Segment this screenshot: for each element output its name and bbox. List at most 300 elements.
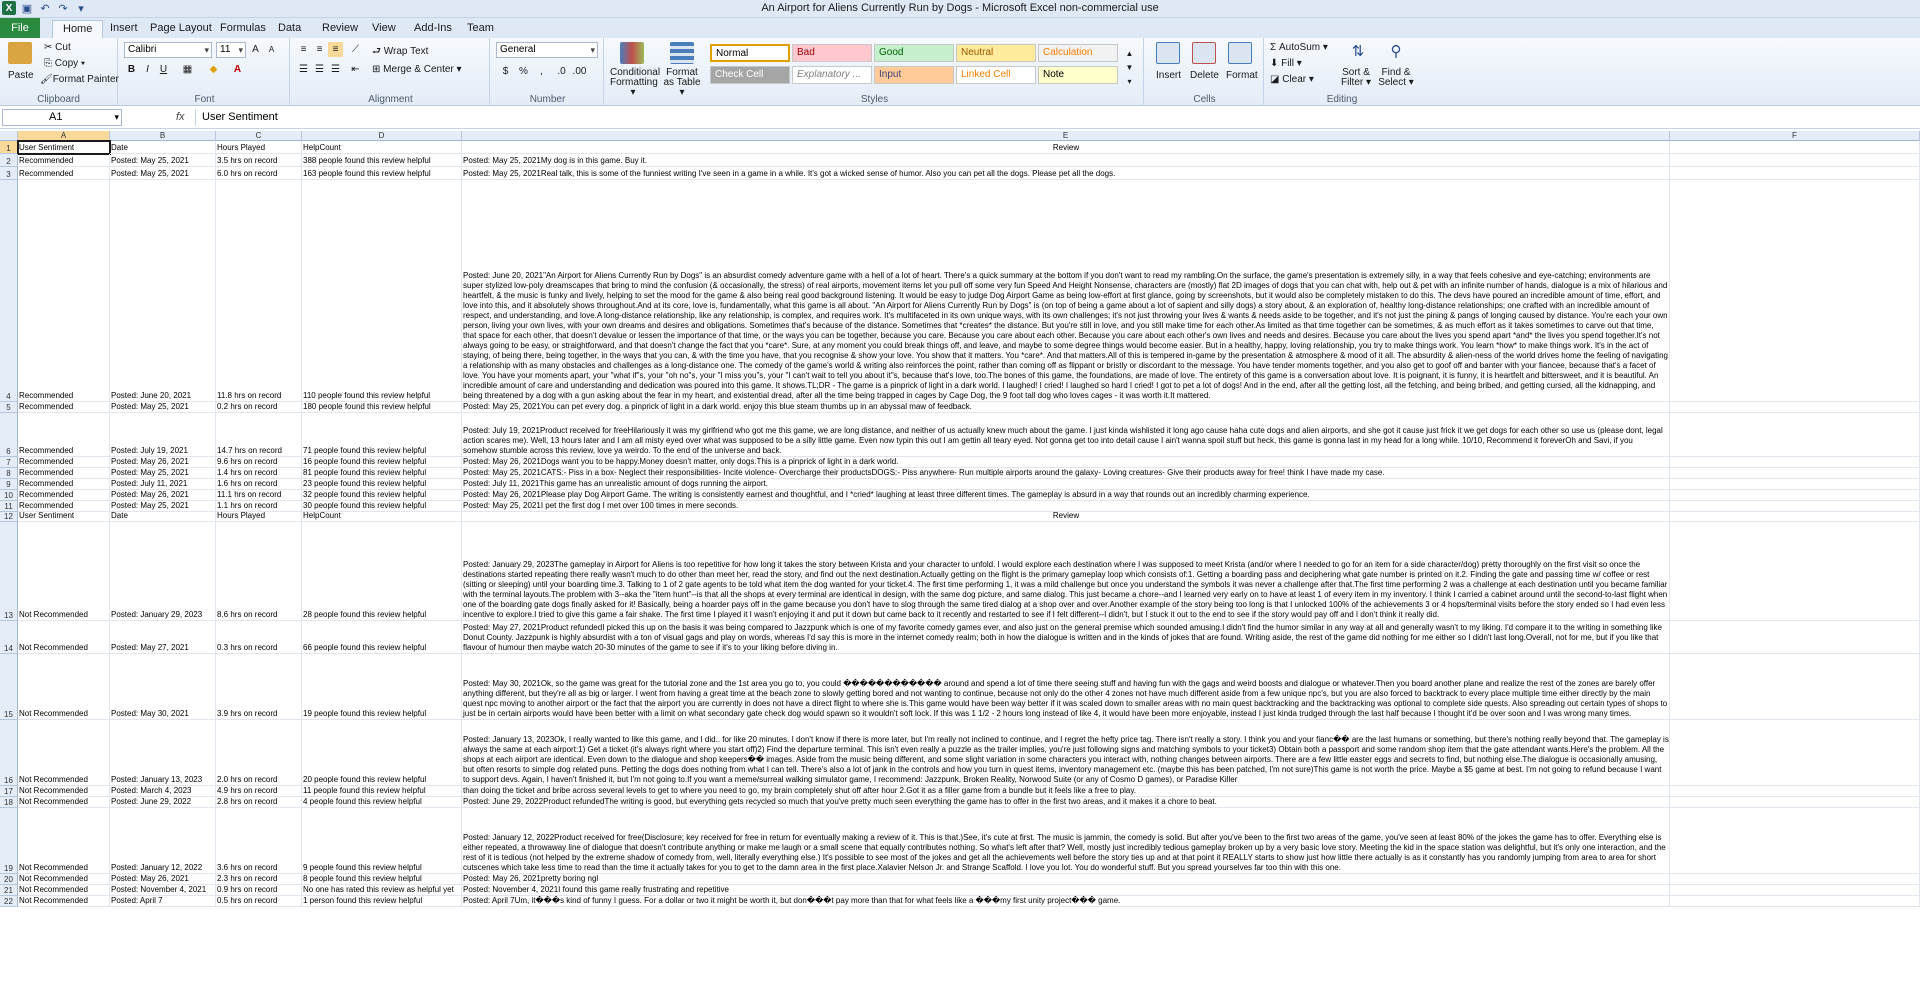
row-header[interactable]: 2: [0, 154, 18, 167]
style-input[interactable]: [874, 66, 954, 84]
styles-scroll-down-icon[interactable]: ▼: [1125, 63, 1134, 72]
cell-hours-played-text: 2.8 hrs on record: [217, 797, 278, 806]
cell-helpcount[interactable]: [302, 512, 462, 522]
cell-helpcount[interactable]: [302, 490, 462, 501]
cell-helpcount[interactable]: [302, 413, 462, 457]
cell-review[interactable]: [462, 457, 1670, 468]
cell-user-sentiment[interactable]: [18, 479, 110, 490]
cell-helpcount[interactable]: [302, 654, 462, 720]
title-bar: [0, 0, 1920, 18]
cell-date[interactable]: [110, 874, 216, 885]
cell-hours-played[interactable]: [216, 141, 302, 154]
cell-hours-played[interactable]: [216, 896, 302, 907]
increase-decimal-icon[interactable]: .0: [557, 66, 566, 77]
cell-user-sentiment[interactable]: [18, 621, 110, 654]
cell-hours-played-text: 8.6 hrs on record: [217, 610, 278, 619]
cell-review[interactable]: [462, 154, 1670, 167]
row-header[interactable]: 17: [0, 786, 18, 797]
cell-date[interactable]: [110, 654, 216, 720]
cell-user-sentiment[interactable]: [18, 808, 110, 874]
row-header[interactable]: 13: [0, 522, 18, 621]
cell-review[interactable]: [462, 468, 1670, 479]
cell-date[interactable]: [110, 479, 216, 490]
name-box[interactable]: A1 ▾: [2, 109, 122, 126]
clear-button[interactable]: [1270, 74, 1314, 85]
style-check-cell[interactable]: [710, 66, 790, 84]
font-size-select[interactable]: 11 ▾: [216, 42, 246, 58]
cell-helpcount[interactable]: [302, 874, 462, 885]
cell-helpcount[interactable]: [302, 501, 462, 512]
cell-user-sentiment[interactable]: [18, 512, 110, 522]
cell-date-text: Posted: May 27, 2021: [111, 643, 189, 652]
cell-hours-played[interactable]: [216, 154, 302, 167]
styles-group: [606, 38, 1144, 106]
cell-hours-played[interactable]: [216, 490, 302, 501]
cell-user-sentiment[interactable]: [18, 180, 110, 402]
tab-team[interactable]: Team: [467, 22, 494, 34]
style-normal-label: Normal: [716, 48, 749, 59]
cell-date[interactable]: [110, 141, 216, 154]
cell-review[interactable]: [462, 479, 1670, 490]
row-header[interactable]: 8: [0, 468, 18, 479]
format-cells-button[interactable]: Format: [1226, 70, 1258, 81]
cell-date-text: Posted: May 25, 2021: [111, 156, 189, 165]
cell-empty-f[interactable]: [1670, 501, 1920, 512]
row-header[interactable]: 7: [0, 457, 18, 468]
cell-hours-played[interactable]: [216, 874, 302, 885]
cell-hours-played-text: Hours Played: [217, 512, 266, 520]
format-as-table-button[interactable]: Format as Table ▾: [663, 67, 701, 98]
cell-hours-played-text: 0.9 hrs on record: [217, 885, 278, 894]
cell-user-sentiment[interactable]: [18, 874, 110, 885]
fill-button[interactable]: [1270, 58, 1302, 69]
row-header[interactable]: 5: [0, 402, 18, 413]
merge-label: Merge & Center ▾: [383, 64, 462, 75]
cell-empty-f[interactable]: [1670, 413, 1920, 457]
tab-review[interactable]: Review: [322, 22, 359, 34]
cell-user-sentiment[interactable]: [18, 797, 110, 808]
cell-helpcount[interactable]: [302, 141, 462, 154]
styles-scroll-up-icon[interactable]: ▲: [1125, 49, 1134, 58]
cell-hours-played[interactable]: [216, 512, 302, 522]
cell-empty-f[interactable]: [1670, 490, 1920, 501]
cell-review[interactable]: [462, 167, 1670, 180]
cell-hours-played[interactable]: [216, 654, 302, 720]
cell-date-text: Date: [111, 512, 128, 520]
cell-date[interactable]: [110, 468, 216, 479]
cell-empty-f[interactable]: [1670, 720, 1920, 786]
cell-date-text: Posted: May 25, 2021: [111, 169, 189, 178]
font-group: [120, 38, 290, 106]
row-header[interactable]: 3: [0, 167, 18, 180]
cell-user-sentiment-text: Not Recommended: [19, 643, 88, 652]
column-header-d[interactable]: D: [302, 131, 462, 141]
customize-qat-icon[interactable]: ▾: [78, 2, 84, 15]
style-linked-cell[interactable]: [956, 66, 1036, 84]
row-header[interactable]: 22: [0, 896, 18, 907]
copy-button[interactable]: [44, 58, 85, 69]
cell-review[interactable]: [462, 786, 1670, 797]
cell-user-sentiment-text: Not Recommended: [19, 896, 88, 905]
borders-icon[interactable]: ▦: [182, 64, 193, 75]
ribbon-tabs: [0, 18, 1920, 38]
cell-review[interactable]: [462, 522, 1670, 621]
tab-page-layout[interactable]: Page Layout: [150, 22, 212, 34]
cell-review[interactable]: [462, 885, 1670, 896]
style-calculation-label: Calculation: [1043, 47, 1093, 58]
font-group-label: Font: [194, 94, 215, 105]
italic-button[interactable]: I: [146, 64, 149, 75]
orientation-icon[interactable]: ⟋: [352, 44, 359, 55]
cell-user-sentiment[interactable]: [18, 413, 110, 457]
cell-review[interactable]: [462, 413, 1670, 457]
column-header-e[interactable]: E: [462, 131, 1670, 141]
row-header[interactable]: 11: [0, 501, 18, 512]
cell-user-sentiment-text: Recommended: [19, 479, 74, 488]
row-header[interactable]: 15: [0, 654, 18, 720]
cell-hours-played[interactable]: [216, 885, 302, 896]
cell-date-text: Posted: March 4, 2023: [111, 786, 192, 795]
format-painter-icon: 🖌: [40, 74, 53, 85]
column-header-c[interactable]: C: [216, 131, 302, 141]
cell-hours-played-text: 6.0 hrs on record: [217, 169, 278, 178]
grow-font-button[interactable]: A: [252, 44, 259, 55]
cell-empty-f[interactable]: [1670, 874, 1920, 885]
cell-date-text: Posted: June 29, 2022: [111, 797, 192, 806]
tab-insert[interactable]: Insert: [110, 22, 138, 34]
cell-empty-f[interactable]: [1670, 654, 1920, 720]
tab-data[interactable]: Data: [278, 22, 302, 34]
row-header[interactable]: 4: [0, 180, 18, 402]
save-icon[interactable]: ▣: [21, 2, 33, 15]
cell-date[interactable]: [110, 512, 216, 522]
cell-review-text: Posted: May 26, 2021pretty boring ngl: [463, 874, 599, 883]
cell-helpcount[interactable]: [302, 808, 462, 874]
clipboard-group-label: Clipboard: [37, 94, 80, 105]
style-good[interactable]: [874, 44, 954, 62]
cell-review-text: Posted: November 4, 2021I found this game really frustrating and repetitive: [463, 885, 729, 894]
cell-date[interactable]: [110, 413, 216, 457]
cell-date-text: Posted: May 25, 2021: [111, 402, 189, 411]
cell-user-sentiment[interactable]: [18, 896, 110, 907]
cell-empty-f[interactable]: [1670, 167, 1920, 180]
cell-helpcount[interactable]: [302, 402, 462, 413]
tab-formulas[interactable]: Formulas: [220, 22, 266, 34]
format-as-table-icon: [670, 42, 694, 64]
row-header[interactable]: 21: [0, 885, 18, 896]
cell-date[interactable]: [110, 154, 216, 167]
cell-date[interactable]: [110, 402, 216, 413]
cell-review[interactable]: [462, 501, 1670, 512]
cell-helpcount-text: No one has rated this review as helpful yet: [303, 885, 454, 894]
align-center-icon[interactable]: ☰: [315, 64, 324, 75]
cell-review[interactable]: [462, 402, 1670, 413]
percent-icon[interactable]: %: [519, 66, 528, 77]
cell-helpcount[interactable]: [302, 457, 462, 468]
cell-helpcount[interactable]: [302, 720, 462, 786]
cell-date[interactable]: [110, 797, 216, 808]
cell-helpcount[interactable]: [302, 797, 462, 808]
align-top-icon[interactable]: ≡: [300, 44, 307, 55]
cell-helpcount[interactable]: [302, 479, 462, 490]
paste-button[interactable]: Paste: [8, 70, 34, 81]
align-bottom-icon[interactable]: ≡: [328, 42, 343, 57]
cell-empty-f[interactable]: [1670, 522, 1920, 621]
cell-hours-played[interactable]: [216, 808, 302, 874]
cell-user-sentiment[interactable]: [18, 402, 110, 413]
cell-helpcount[interactable]: [302, 885, 462, 896]
cell-user-sentiment[interactable]: [18, 457, 110, 468]
cell-hours-played[interactable]: [216, 720, 302, 786]
cell-review[interactable]: [462, 180, 1670, 402]
style-bad[interactable]: [792, 44, 872, 62]
row-header[interactable]: 6: [0, 413, 18, 457]
cell-date-text: Posted: July 19, 2021: [111, 446, 188, 455]
cell-empty-f[interactable]: [1670, 141, 1920, 154]
column-header-b[interactable]: B: [110, 131, 216, 141]
insert-function-icon[interactable]: fx: [176, 111, 185, 123]
select-all-corner[interactable]: [0, 131, 18, 141]
cell-date[interactable]: [110, 490, 216, 501]
find-select-button[interactable]: Find & Select ▾: [1378, 67, 1414, 88]
cell-empty-f[interactable]: [1670, 154, 1920, 167]
cell-empty-f[interactable]: [1670, 786, 1920, 797]
cell-user-sentiment[interactable]: [18, 654, 110, 720]
cells-group: [1146, 38, 1264, 106]
cell-hours-played[interactable]: [216, 457, 302, 468]
cell-empty-f[interactable]: [1670, 512, 1920, 522]
indent-icon[interactable]: ⇤: [351, 64, 360, 75]
cell-helpcount[interactable]: [302, 468, 462, 479]
cell-helpcount[interactable]: [302, 180, 462, 402]
cell-review[interactable]: [462, 141, 1670, 154]
font-family-select[interactable]: Calibri ▾: [124, 42, 212, 58]
column-header-a[interactable]: A: [18, 131, 110, 141]
cell-user-sentiment[interactable]: [18, 141, 110, 154]
cell-empty-f[interactable]: [1670, 621, 1920, 654]
cell-empty-f[interactable]: [1670, 457, 1920, 468]
style-explanatory[interactable]: [792, 66, 872, 84]
cell-user-sentiment-text: Not Recommended: [19, 610, 88, 619]
cell-date-text: Posted: May 26, 2021: [111, 457, 189, 466]
sort-filter-button[interactable]: Sort & Filter ▾: [1340, 67, 1372, 88]
cell-date[interactable]: [110, 501, 216, 512]
cell-empty-f[interactable]: [1670, 468, 1920, 479]
cell-user-sentiment[interactable]: [18, 167, 110, 180]
cell-review-text: Review: [1052, 143, 1080, 152]
align-right-icon[interactable]: ☰: [331, 64, 340, 75]
style-normal[interactable]: [710, 44, 790, 62]
cell-helpcount[interactable]: [302, 522, 462, 621]
formula-input[interactable]: User Sentiment: [195, 109, 1915, 126]
cell-user-sentiment[interactable]: [18, 522, 110, 621]
cell-user-sentiment-text: User Sentiment: [19, 143, 75, 152]
cell-date[interactable]: [110, 808, 216, 874]
ribbon: [0, 38, 1920, 106]
cell-hours-played[interactable]: [216, 522, 302, 621]
delete-cells-icon: [1192, 42, 1216, 64]
cell-review[interactable]: [462, 896, 1670, 907]
excel-logo-icon: X: [2, 1, 16, 15]
style-neutral[interactable]: [956, 44, 1036, 62]
cell-date[interactable]: [110, 786, 216, 797]
cell-review-text: Posted: January 29, 2023The gameplay in Airport for Aliens is too repetitive for how long it takes the story between Krista and your character to unfold. I would explore each destination where I was supposed to meet Krista (and/or where I needed to go for an item for a side character/dog) pretty thoroughly on the first visit so once the destinations started repeating there really wasn't much to do other than meet her, read the story, and find out the next destination.Actually getting on the flight is the primary gameplay loop which consists of:1. Getting a boarding pass and deciphering what gate number is printed on it.2. Finding the gate and passing time w/ coffee or rest (sitting or sleeping) until your boarding time.3. Talking to 1 of 2 gate agents to be told what item the dog wanted for your ticket.4. The first time performing 1, it was a mild challenge but once you understand the symbols it was never a challenge after that.The first time performing 2 was a challenge at each destination until you became familiar with the terminal layouts.The problem with 3--aka the "item hunt"--is that all the shops at every terminal are identical in design, with the same dog picture, and same dialog. This just became a chore--and I learned very early on to have at least 1 of every item in my inventory. I think I carried a cabinet around until the second-to-last flight when one of the boarding gate dogs finally asked for it! Basically, being a hoarder pays off in the game because you don't have to slog through the same tired dialog at a shop over and over.Another example of the story being too long is that I unlocked 100% of the achievements 3 or 4 hops/terminal visits before the story ended so I had even less incentive to explore.I tried to give this game a fair shake. The first time I played it I wasn't enjoying it and put it down but came back to it recently and restarted to see if I felt different--I didn't, but I stuck it out to the end to see if the story would pay off and I don't think it really did.: [463, 560, 1668, 619]
conditional-formatting-button[interactable]: Conditional Formatting ▾: [610, 67, 661, 98]
cell-review-text: Posted: June 20, 2021"An Airport for Aliens Currently Run by Dogs" is an absurdist comedy adventure game with a hell of a lot of heart. There's a quick summary at the bottom if you don't want to read my rambling.On the surface, the game's presentation is extremely silly, in a way that feels cohesive and eye-catching; environments are super stylized low-poly dreamscapes that bring to mind the confusion (& occasionally, the stress) of real airports, movement items let you pull off some very fun Speed And Height Nonsense, characters are (mostly) flat 2D images of dogs that you can chat with, help out & pet with an infinite number of hands, dialogue is a mix of hilarious and heartfelt, & the music is funky and lively, helping to set the mood for the game & also being real good background listening. It would be easy to judge Dog Airport Game as being low-effort at first glance, going by screenshots, but it would also be completely mistaken to do this. The devs have poured an incredible amount of time, effort, and love into this, and it absolutely shows throughout.And at its core, love is, fundamentally, what this game is all about. "An Airport for Aliens Currently Run by Dogs" is (on top of being a game about a lot of sapient and silly dogs) a story about, & an exploration of, healthy long-distance relationships; one crafted with an incredible amount of respect, and understanding, and love.A long-distance relationship, like any relationship, is complex, and requires work. It's multifaceted in its own unique ways, with its own challenges; it's not just throwing your lives & wants & needs aside to be together, and it's not just the pining & pangs of longing caused by distance. You're each your own person, living your own lives, with your own dreams and desires and obligations. Sometimes that's because of the distance. Sometimes that *creates* the distance. But you're still in love, and you still make time for each other.As limited as that time together can be sometimes, & as much effort as it takes sometimes to carve out that time, that space for each other, that doesn't devalue or lessen the importance of that time, or the ways you can be together, because you care. Because you care about each other. Because you care about each other's own lives and needs and desires. Because you care about the lives you spend apart *and* the lives you spend together.It's not always going to be easy, or straightforward, and that doesn't change the fact that you *care*. Sure, at any moment you could break things off, and leave, and maybe to some degree things would become easier. But in a healthy, happy, loving relationship, you try to make things work. You learn *how* to make things work. It's in the act of staying, of being there, being together, in the ways that you can, & with the time you have, that you recognise & show your love. You show that it matters. You *care*. And that matters.All of this is tempered in-game by the presentation & atmosphere & mood of it all. The absurdity & alien-ness of the world drives home the feeling of navigating a relationship with as many obstacles and challenges as a long-distance one. The comedy of the game's world & writing also reinforces the point, rather than coming off as flippant or bristly or discordant to the message. You have tender moments together, and you also get to goof off and banter with your fiancee, because that's a facet of love. You have your moments apart, your "what if"s, your "oh no"s, your "I miss you"s, your "I can't wait to tell you about it"s, because that's love, too.The bones of this game, the foundations, are made of love. The entirety of this game is a conversation about love. It is poignant, it is funny, it is heartfelt and bittersweet, and it is beautiful. An incredible amount of care and understanding and dedication was poured into this game. It shows.TL;DR - The game is a pinprick of light in a dark world. I laughed! I cried! I laughed so hard I cried! I got to pet a lot of dogs! And in the end, after all the getting lost, all the fetching, and being bribed, and getting cursed, all the kidnapping, and being threatened by a dog with a gun asking about the fear in my heart, and existential dread, after all the time being trapped in cages by Cage Dog, the 9 foot tall dog who loves cages - it was worth it.It mattered.: [463, 271, 1668, 400]
column-header-f[interactable]: F: [1670, 131, 1920, 141]
row-header[interactable]: 12: [0, 512, 18, 522]
sort-filter-icon: ⇅: [1351, 43, 1365, 60]
cell-helpcount[interactable]: [302, 167, 462, 180]
tab-add-ins[interactable]: Add-Ins: [414, 22, 452, 34]
comma-icon[interactable]: ,: [540, 66, 543, 77]
cell-user-sentiment[interactable]: [18, 720, 110, 786]
cell-helpcount[interactable]: [302, 154, 462, 167]
autosum-button[interactable]: [1270, 42, 1328, 53]
cell-empty-f[interactable]: [1670, 896, 1920, 907]
cell-helpcount-text: 110 people found this review helpful: [303, 391, 431, 400]
copy-label: Copy ▾: [54, 58, 86, 69]
decrease-decimal-icon[interactable]: .00: [572, 66, 587, 77]
row-header[interactable]: 20: [0, 874, 18, 885]
cell-helpcount[interactable]: [302, 786, 462, 797]
fill-label: Fill ▾: [1281, 58, 1302, 69]
editing-group-label: Editing: [1326, 94, 1358, 105]
style-note[interactable]: [1038, 66, 1118, 84]
row-header[interactable]: 16: [0, 720, 18, 786]
cut-label: Cut: [55, 42, 71, 53]
cell-hours-played-text: 0.2 hrs on record: [217, 402, 278, 411]
cell-hours-played[interactable]: [216, 479, 302, 490]
cell-review[interactable]: [462, 621, 1670, 654]
cell-helpcount[interactable]: [302, 621, 462, 654]
tab-home[interactable]: Home: [52, 20, 103, 38]
delete-cells-button[interactable]: Delete: [1190, 70, 1219, 81]
cell-user-sentiment[interactable]: [18, 468, 110, 479]
font-color-icon[interactable]: A: [233, 64, 242, 75]
number-format-select[interactable]: General ▾: [496, 42, 598, 58]
format-painter-button[interactable]: [40, 74, 119, 85]
cell-hours-played[interactable]: [216, 402, 302, 413]
tab-view[interactable]: View: [372, 22, 396, 34]
cell-review[interactable]: [462, 874, 1670, 885]
cell-user-sentiment[interactable]: [18, 154, 110, 167]
cell-empty-f[interactable]: [1670, 797, 1920, 808]
cell-date[interactable]: [110, 457, 216, 468]
cell-date[interactable]: [110, 896, 216, 907]
copy-icon: ⎘: [44, 58, 55, 69]
wrap-text-button[interactable]: [372, 44, 428, 61]
underline-button[interactable]: U: [159, 64, 168, 75]
merge-center-button[interactable]: [372, 64, 462, 75]
cell-review[interactable]: [462, 490, 1670, 501]
cell-empty-f[interactable]: [1670, 885, 1920, 896]
window-title: An Airport for Aliens Currently Run by Dogs - Microsoft Excel non-commercial use: [761, 2, 1159, 14]
cell-helpcount-text: 32 people found this review helpful: [303, 490, 427, 499]
cell-review[interactable]: [462, 797, 1670, 808]
cell-user-sentiment[interactable]: [18, 885, 110, 896]
cell-hours-played[interactable]: [216, 501, 302, 512]
cell-date[interactable]: [110, 180, 216, 402]
cell-review[interactable]: [462, 654, 1670, 720]
cell-review-text: Posted: May 27, 2021Product refundedI picked this up on the basis it was being compared to Jazzpunk which is one of my favorite comedy games ever, and also just on the general premise which sounded amusing.I didn't find the humor similar in any way at all and generally wasn't to my liking. I'd compare it to the writing in something like Donut County. Jazzpunk is highly absurdist with a ton of visual gags and play on words, whereas I'd say this is more in the internet comedy realm; both in how the dialogue is written and in the kinds of jokes that are found. Writing aside, the rest of the game did nothing for me either so I didn't last long.Overall, not for me, but if you like that flavour of humour then maybe watch 20-30 minutes of the game to see if it's to your liking before diving in.: [463, 623, 1662, 652]
cell-review-text: Posted: May 30, 2021Ok, so the game was great for the tutorial zone and the 1st area you go to, you could ������������ around and spend a lot of time there seeing stuff and having fun with the gags and weird boosts and dialogue or whatever.Then you board another plane and realize the rest of the zones are barely offer anything different, but they're all as big or larger. I went from having a great time at the beach zone to slowly getting bored and not wanting to continue, because not only do the other 4 zones not have much different aside from a few unique npc's, but you are also forced to backtrack to every place multiple time either directly by the main quest npc moving to another airport or the fact that the airport you are currently in does not have a direct flight to where she is.This game would have been way better if it was scaled down to smaller areas with no main quest backtracking and the backtracking was optional to complete side quests. Also spreading out certain types of shops to just be in certain airports would have been better with a limit on what secondary gate check dog would spawn so it wouldn't soft lock. If this was 1 1/2 - 2 hours long instead of like 4, it would have been more enjoyable, instead I just kinda trudged through the last half because I thought it'd be over soon and I was wrong many times.: [463, 679, 1668, 718]
cell-user-sentiment-text: Recommended: [19, 169, 74, 178]
cell-date[interactable]: [110, 621, 216, 654]
cell-date-text: Posted: May 26, 2021: [111, 490, 189, 499]
cell-user-sentiment[interactable]: [18, 786, 110, 797]
cell-hours-played-text: 11.1 hrs on record: [217, 490, 282, 499]
tab-file[interactable]: File: [0, 18, 40, 38]
cell-hours-played[interactable]: [216, 413, 302, 457]
cell-hours-played[interactable]: [216, 167, 302, 180]
cell-helpcount-text: 30 people found this review helpful: [303, 501, 427, 510]
sheet-bottom: [0, 985, 1920, 993]
shrink-font-button[interactable]: A: [268, 45, 275, 54]
cell-hours-played[interactable]: [216, 797, 302, 808]
cell-user-sentiment-text: Not Recommended: [19, 786, 88, 795]
cell-empty-f[interactable]: [1670, 808, 1920, 874]
row-header[interactable]: 14: [0, 621, 18, 654]
cell-helpcount-text: 16 people found this review helpful: [303, 457, 427, 466]
align-left-icon[interactable]: ☰: [299, 64, 308, 75]
cell-date[interactable]: [110, 885, 216, 896]
cell-empty-f[interactable]: [1670, 479, 1920, 490]
row-header[interactable]: 10: [0, 490, 18, 501]
cell-hours-played[interactable]: [216, 180, 302, 402]
row-header[interactable]: 19: [0, 808, 18, 874]
fill-color-icon[interactable]: ◆: [209, 64, 218, 75]
redo-icon[interactable]: ↷: [58, 2, 68, 15]
cell-hours-played[interactable]: [216, 621, 302, 654]
cell-hours-played-text: 2.3 hrs on record: [217, 874, 278, 883]
cell-date[interactable]: [110, 720, 216, 786]
cell-review[interactable]: [462, 720, 1670, 786]
format-cells-icon: [1228, 42, 1252, 64]
cell-date[interactable]: [110, 522, 216, 621]
cell-hours-played[interactable]: [216, 786, 302, 797]
cell-user-sentiment[interactable]: [18, 501, 110, 512]
cell-date-text: Posted: June 20, 2021: [111, 391, 192, 400]
row-header[interactable]: 18: [0, 797, 18, 808]
insert-cells-button[interactable]: Insert: [1156, 70, 1182, 81]
cell-hours-played[interactable]: [216, 468, 302, 479]
style-good-label: Good: [879, 47, 904, 58]
cell-date-text: Posted: July 11, 2021: [111, 479, 188, 488]
align-middle-icon[interactable]: ≡: [316, 44, 323, 55]
cell-helpcount-text: 163 people found this review helpful: [303, 169, 431, 178]
style-calculation[interactable]: [1038, 44, 1118, 62]
wrap-text-icon: ⮐: [372, 46, 384, 57]
styles-more-icon[interactable]: ▾: [1127, 77, 1132, 86]
cell-user-sentiment-text: Recommended: [19, 501, 74, 510]
cell-review[interactable]: [462, 512, 1670, 522]
cell-review-text: Posted: May 26, 2021Please play Dog Airport Game. The writing is consistently earnest and thoughtful, and I *cried* laughing at least three different times. The gameplay is absurd in a way that rounds out an incredibly charming experience.: [463, 490, 1310, 499]
cell-helpcount[interactable]: [302, 896, 462, 907]
cell-empty-f[interactable]: [1670, 180, 1920, 402]
cell-empty-f[interactable]: [1670, 402, 1920, 413]
undo-icon[interactable]: ↶: [40, 2, 50, 15]
row-header[interactable]: 9: [0, 479, 18, 490]
bold-button[interactable]: B: [127, 64, 136, 75]
cell-review-text: Posted: July 19, 2021Product received for freeHilariously it was my girlfriend who got me this game, we are long distance, and neither of us actually knew much about the game. I just kinda wishlisted it long ago cause haha cute dogs and alien airports, and she got it cause just frick it we get dogs for each other so use us (please dont, legal action scares me). Well, 13 hours later and I am all misty eyed over what was supposed to be a silly little game. Even now typin this out I am gettin all teary eyed. Not gonna get too into detail cause I ain't wanna spoil stuff but heck, this game is gonna last in my head for a long while. 10/10, Recommend it foreverOh and Savi, if you somehow stumble across this review, love ya weirdo. To the end of the universe and back.: [463, 426, 1663, 455]
cut-button[interactable]: [44, 42, 71, 53]
cell-user-sentiment[interactable]: [18, 490, 110, 501]
cell-review[interactable]: [462, 808, 1670, 874]
cell-date[interactable]: [110, 167, 216, 180]
row-header[interactable]: 1: [0, 141, 18, 154]
currency-icon[interactable]: $: [502, 66, 509, 77]
